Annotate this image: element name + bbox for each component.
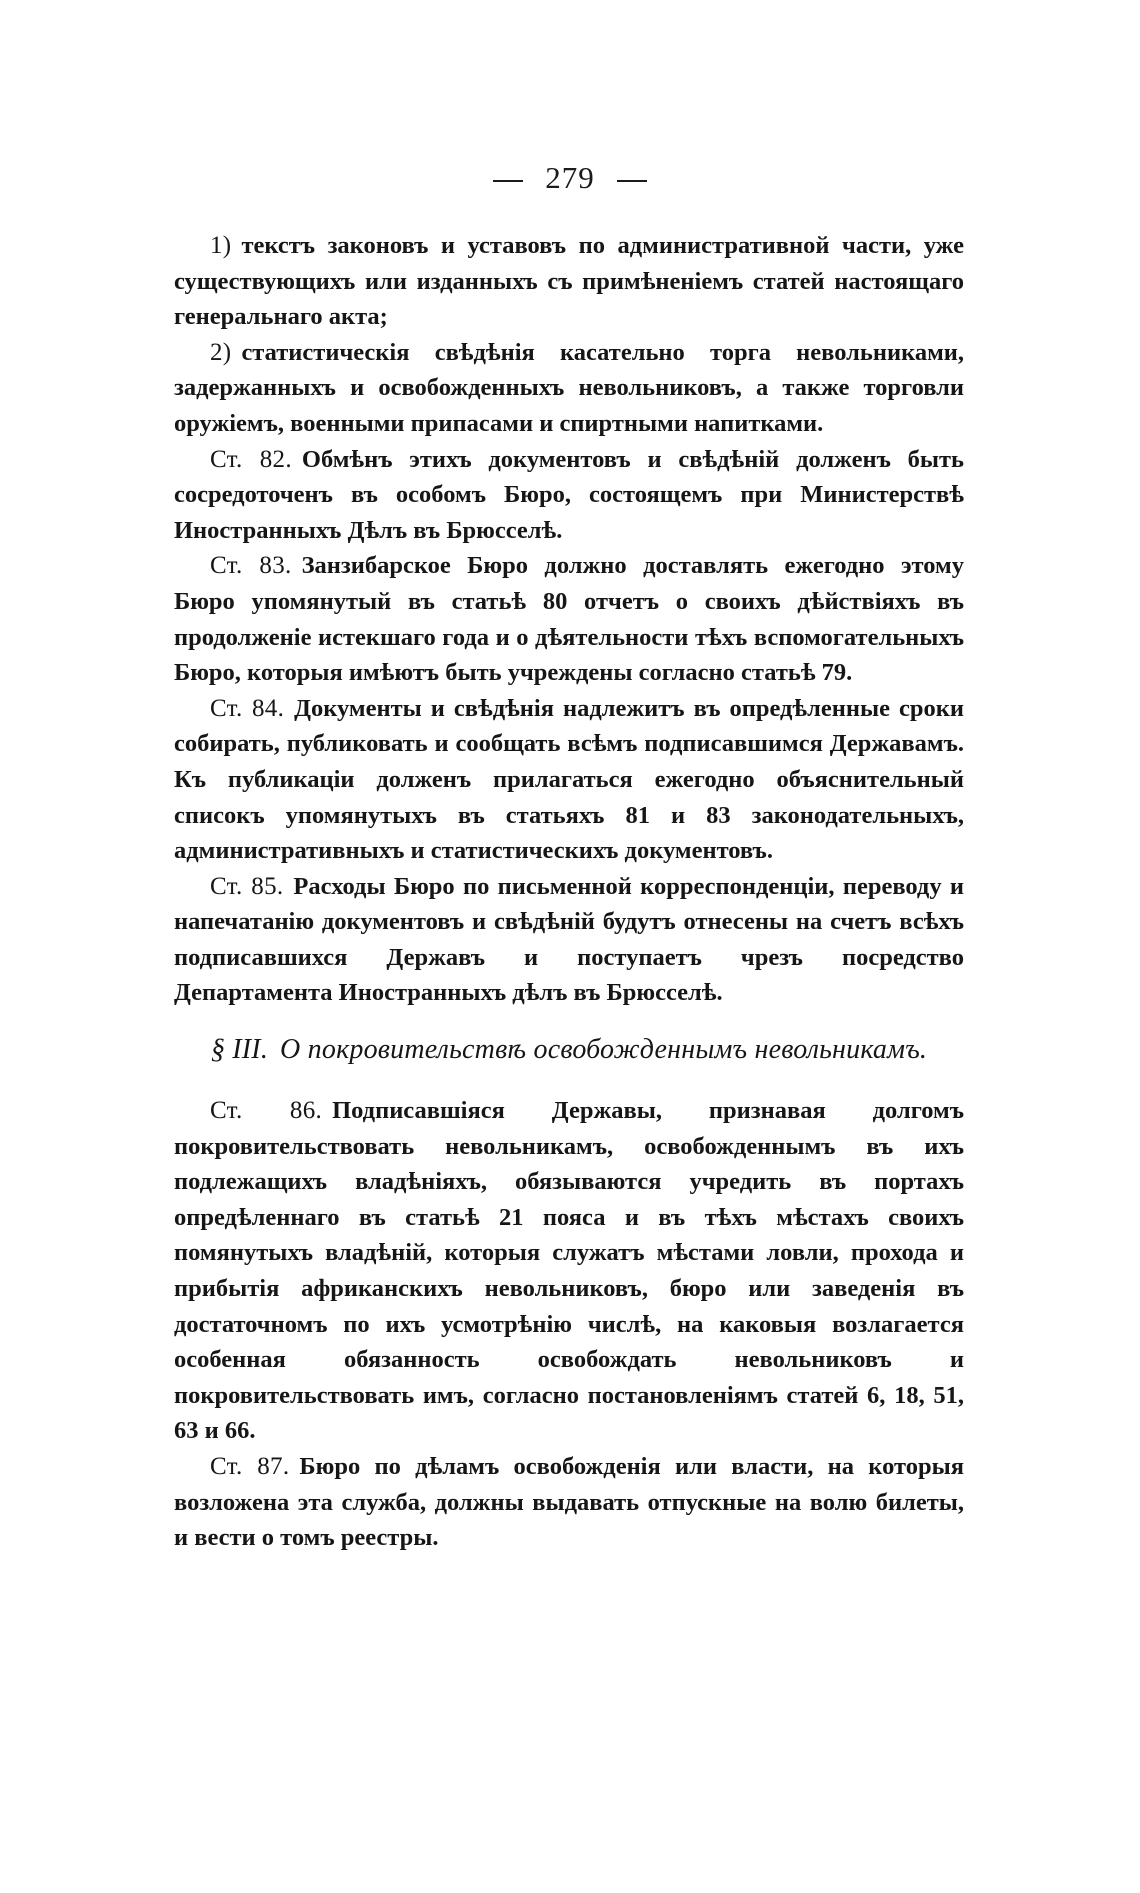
article-text: Занзибарское Бюро должно доставлять ежегодно этому Бюро упомянутый въ статьѣ 80 отчетъ о своихъ дѣйствіяхъ въ продолженіе истекшаго года и о дѣятельности тѣхъ вспомогательныхъ Бюро, которыя имѣютъ быть учреждены согласно статьѣ 79. xyxy=(174,552,964,687)
article-83 xyxy=(174,548,964,690)
article-label: Ст. 83. xyxy=(210,552,292,580)
left-dash xyxy=(493,180,523,182)
page-number: 279 xyxy=(545,160,595,195)
article-label: Ст. 87. xyxy=(210,1453,290,1480)
body-text xyxy=(174,228,964,1556)
article-label: Ст. 86. xyxy=(210,1097,323,1125)
article-87 xyxy=(174,1449,964,1556)
article-label: Ст. 84. xyxy=(210,694,285,722)
article-text: Обмѣнъ этихъ документовъ и свѣдѣній долженъ быть сосредоточенъ въ особомъ Бюро, состоящемъ при Министерствѣ Иностранныхъ Дѣлъ въ Брюсселѣ. xyxy=(174,445,964,544)
list-item-2 xyxy=(174,335,964,442)
article-text: Бюро по дѣламъ освобожденія или власти, на которыя возложена эта служба, должны выдавать отпускные на волю билеты, и вести о томъ реестры. xyxy=(174,1453,965,1552)
article-text: Подписавшіяся Державы, признавая долгомъ покровительствовать невольникамъ, освобожденнымъ въ ихъ подлежащихъ владѣніяхъ, обязываются учредить въ портахъ опредѣленнаго въ статьѣ 21 пояса и въ тѣхъ мѣстахъ своихъ помянутыхъ владѣній, которыя служатъ мѣстами ловли, прохода и прибытія африканскихъ невольниковъ, бюро или заведенія въ достаточномъ по ихъ усмотрѣнію числѣ, на каковыя возлагается особенная обязанность освобождать невольниковъ и покровительствовать имъ, согласно постановленіямъ статей 6, 18, 51, 63 и 66. xyxy=(174,1097,964,1445)
article-85 xyxy=(174,869,964,1011)
section-number: § III. xyxy=(210,1034,269,1066)
list-item-text: статистическія свѣдѣнія касательно торга невольниками, задержанныхъ и освобожденныхъ невольниковъ, а также торговли оружіемъ, военными припасами и спиртными напитками. xyxy=(174,338,964,437)
right-dash xyxy=(617,180,647,182)
list-item-text: текстъ законовъ и уставовъ по административной части, уже существующихъ или изданныхъ съ примѣненіемъ статей настоящаго генеральнаго акта; xyxy=(174,232,964,331)
list-item-1 xyxy=(174,228,964,335)
list-item-label: 1) xyxy=(210,232,232,259)
section-heading xyxy=(174,1031,964,1069)
list-item-label: 2) xyxy=(210,338,232,366)
article-text: Документы и свѣдѣнія надлежитъ въ опредѣленные сроки собирать, публиковать и сообщать всѣмъ подписавшимся Державамъ. Къ публикаціи долженъ прилагаться ежегодно объяснительный списокъ упомянутыхъ въ статьяхъ 81 и 83 законодательныхъ, административныхъ и статистическихъ документовъ. xyxy=(174,694,964,865)
section-title: О покровительствѣ освобожденнымъ невольникамъ. xyxy=(280,1034,928,1066)
article-84 xyxy=(174,691,964,869)
article-label: Ст. 85. xyxy=(210,872,284,900)
article-86 xyxy=(174,1093,964,1449)
article-label: Ст. 82. xyxy=(210,445,292,473)
page-header xyxy=(0,160,1140,196)
article-text: Расходы Бюро по письменной корреспонденціи, переводу и напечатанію документовъ и свѣдѣній будутъ отнесены на счетъ всѣхъ подписавшихся Державъ и поступаетъ чрезъ посредство Департамента Иностранныхъ дѣлъ въ Брюсселѣ. xyxy=(174,872,964,1007)
article-82 xyxy=(174,442,964,549)
